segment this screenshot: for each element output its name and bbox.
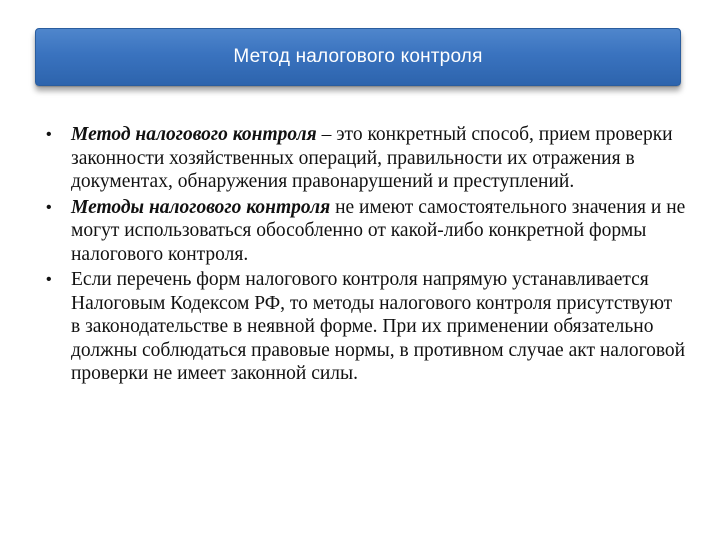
slide-title: Метод налогового контроля — [233, 46, 483, 67]
item-text: – это конкретный способ, прием проверки законности хозяйственных операций, правильности их отражения в документах, обнаружения правонарушений и преступлений. — [71, 124, 673, 192]
term-emphasis: Метод налогового контроля — [71, 124, 317, 145]
title-banner — [35, 28, 681, 86]
list-item — [46, 196, 686, 267]
bullet-icon: • — [46, 126, 52, 143]
term-emphasis: Методы налогового контроля — [71, 196, 331, 218]
item-text: Если перечень форм налогового контроля напрямую устанавливается Налоговым Кодексом РФ, то методы налогового контроля присутствуют в законодательстве в неявной форме. При их применении обязательно должны соблюдаться правовые нормы, в противном случае акт налоговой проверки не имеет законной силы. — [71, 269, 686, 384]
list-item — [46, 268, 686, 386]
list-item — [46, 123, 686, 194]
bullet-list — [46, 123, 686, 388]
bullet-icon: • — [46, 198, 52, 216]
bullet-icon: • — [46, 271, 52, 288]
item-text: не имеют самостоятельного значения и не могут использоваться обособленно от какой-либо конкретной формы налогового контроля. — [71, 196, 686, 265]
